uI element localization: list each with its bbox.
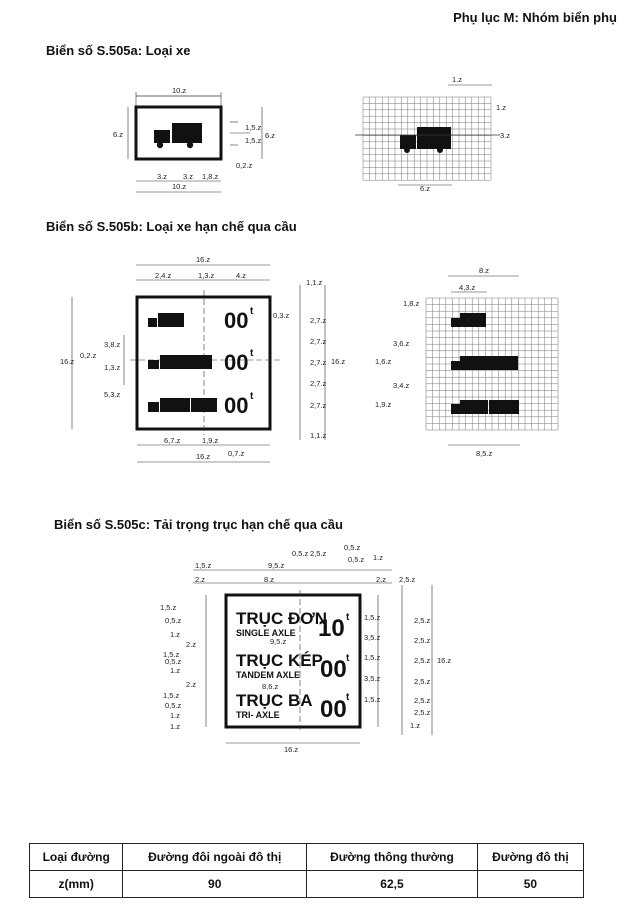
dim-c-t6: 0,5.z: [348, 555, 365, 564]
dim-a-g-top: 1.z: [452, 75, 463, 84]
dim-b-top: 16.z: [196, 255, 211, 264]
dim-c-l7: 1.z: [170, 666, 181, 675]
dim-c-l2: 0,5.z: [165, 616, 182, 625]
dim-a-r1: 1,5.z: [245, 123, 262, 132]
dim-c-rr5: 2,5.z: [414, 696, 431, 705]
dim-c-l11: 1.z: [170, 711, 181, 720]
c-row2-value: 00: [320, 656, 347, 683]
table-header: Loại đường: [30, 844, 123, 871]
dim-b-bottom: 16.z: [196, 452, 211, 461]
dim-c-t3: 0,5.z: [292, 549, 309, 558]
dim-c-t5: 0,5.z: [344, 543, 361, 552]
dim-c-t9: 8.z: [264, 575, 275, 584]
dim-c-r3: 1,5.z: [364, 653, 381, 662]
table-header-row: [30, 844, 584, 871]
dim-b-g-l3: 1,6.z: [375, 357, 392, 366]
dim-b-b3: 0,7.z: [228, 449, 245, 458]
dim-c-r2: 3,5.z: [364, 633, 381, 642]
dim-c-rr4: 2,5.z: [414, 677, 431, 686]
diagram-505c: [0, 540, 633, 760]
table-header: Đường thông thường: [307, 844, 478, 871]
dim-c-l10: 0,5.z: [165, 701, 182, 710]
c-row2-unit: t: [346, 653, 350, 664]
table-row: [30, 871, 584, 898]
dim-a-g-bottom: 6.z: [420, 184, 431, 193]
z-table: [29, 843, 584, 898]
dim-b-r-total: 16.z: [331, 357, 346, 366]
dim-b-l1: 3,8.z: [104, 340, 121, 349]
dim-c-t2: 9,5.z: [268, 561, 285, 570]
dim-c-l5: 1,5.z: [163, 650, 180, 659]
dim-b-r3: 2,7.z: [310, 337, 327, 346]
sign-unit-2: t: [250, 348, 254, 359]
dim-c-t7: 1.z: [373, 553, 384, 562]
dim-a-g-r1: 1.z: [496, 103, 507, 112]
dim-c-l6: 0,5.z: [165, 657, 182, 666]
dim-c-r4: 3,5.z: [364, 674, 381, 683]
dim-a-left: 6.z: [113, 130, 124, 139]
dim-a-b2: 3.z: [183, 172, 194, 181]
table-header: Đường đôi ngoài đô thị: [123, 844, 307, 871]
dim-b-r2: 2,7.z: [310, 316, 327, 325]
dim-b-b2: 1,9.z: [202, 436, 219, 445]
dim-c-in1: 9,5.z: [270, 637, 287, 646]
grid-truck-small: [460, 313, 486, 327]
dim-c-r1: 1,5.z: [364, 613, 381, 622]
dim-c-rr2: 2,5.z: [414, 636, 431, 645]
dim-a-b3: 1,8.z: [202, 172, 219, 181]
dim-b-g-t2: 4,3.z: [459, 283, 476, 292]
dim-b-g-l5: 1,9.z: [375, 400, 392, 409]
c-row3-value: 00: [320, 696, 347, 723]
dim-b-t3: 4.z: [236, 271, 247, 280]
dim-c-l1: 1,5.z: [160, 603, 177, 612]
c-row3-title: TRỤC BA: [236, 691, 313, 710]
dim-b-l-total: 16.z: [60, 357, 75, 366]
dim-c-in2: 8,6.z: [262, 682, 279, 691]
dim-c-rr3: 2,5.z: [414, 656, 431, 665]
dim-c-l9: 1,5.z: [163, 691, 180, 700]
table-cell: 62,5: [307, 871, 478, 898]
dim-a-r2: 1,5.z: [245, 136, 262, 145]
c-row1-sub: SINGLE AXLE: [236, 628, 296, 638]
dim-b-g-l2: 3,6.z: [393, 339, 410, 348]
section-title-505b: Biển số S.505b: Loại xe hạn chế qua cầu: [46, 219, 297, 234]
grid-truck-medium: [460, 356, 518, 370]
c-row3-unit: t: [346, 692, 350, 703]
table-header: Đường đô thị: [477, 844, 583, 871]
dim-c-l12: 1.z: [170, 722, 181, 731]
dim-c-l8: 2.z: [186, 680, 197, 689]
dim-a-g-r2: 3.z: [500, 131, 511, 140]
dim-c-r-total: 16.z: [437, 656, 452, 665]
c-row2-sub: TANDEM AXLE: [236, 670, 300, 680]
dim-c-t8: 2.z: [195, 575, 206, 584]
dim-b-g-top: 8.z: [479, 266, 490, 275]
dim-c-l4: 2.z: [186, 640, 197, 649]
dim-a-bottom: 10.z: [172, 182, 187, 191]
sign-value-3: 00: [224, 393, 249, 418]
sign-value-1: 00: [224, 308, 249, 333]
dim-b-t1: 2,4.z: [155, 271, 172, 280]
dim-b-g-l1: 1,8.z: [403, 299, 420, 308]
sign-unit-1: t: [250, 306, 254, 317]
dim-b-b1: 6,7.z: [164, 436, 181, 445]
dim-c-l3: 1.z: [170, 630, 181, 639]
dim-b-g-bottom: 8,5.z: [476, 449, 493, 458]
dim-a-b1: 3.z: [157, 172, 168, 181]
dim-c-r5: 1,5.z: [364, 695, 381, 704]
sign-value-2: 00: [224, 350, 249, 375]
dim-b-g-l4: 3,4.z: [393, 381, 410, 390]
dim-b-r5: 2,7.z: [310, 379, 327, 388]
section-title-505c: Biển số S.505c: Tải trọng trục hạn chế qua cầu: [54, 517, 343, 532]
dim-a-r3: 6.z: [265, 131, 276, 140]
dim-c-t4: 2,5.z: [310, 549, 327, 558]
dim-c-rr6: 2,5.z: [414, 708, 431, 717]
dim-b-l2: 0,2.z: [80, 351, 97, 360]
table-cell: 90: [123, 871, 307, 898]
dim-c-t11: 2,5.z: [399, 575, 416, 584]
dim-b-l3: 1,3.z: [104, 363, 121, 372]
dim-b-l4: 5,3.z: [104, 390, 121, 399]
c-row1-unit: t: [346, 612, 350, 623]
c-row2-title: TRỤC KÉP: [236, 651, 323, 670]
table-cell: z(mm): [30, 871, 123, 898]
dim-c-t1: 1,5.z: [195, 561, 212, 570]
c-row1-title: TRỤC ĐƠN: [236, 609, 327, 628]
diagram-505b: [0, 250, 633, 470]
dim-c-rr1: 2,5.z: [414, 616, 431, 625]
dim-c-bottom: 16.z: [284, 745, 299, 754]
dim-a-top: 10.z: [172, 86, 187, 95]
section-title-505a: Biển số S.505a: Loại xe: [46, 43, 191, 58]
dim-a-r4: 0,2.z: [236, 161, 253, 170]
page-header: Phụ lục M: Nhóm biển phụ: [453, 10, 617, 25]
dim-c-t10: 2.z: [376, 575, 387, 584]
table-cell: 50: [477, 871, 583, 898]
dim-b-r4: 2,7.z: [310, 358, 327, 367]
dim-b-t2: 1,3.z: [198, 271, 215, 280]
c-row1-value: 10: [318, 615, 345, 642]
dim-c-rr7: 1.z: [410, 721, 421, 730]
dim-b-r6: 2,7.z: [310, 401, 327, 410]
c-row3-sub: TRI- AXLE: [236, 710, 280, 720]
dim-b-r1: 1,1.z: [306, 278, 323, 287]
sign-unit-3: t: [250, 391, 254, 402]
dim-b-in1: 0,3.z: [273, 311, 290, 320]
diagram-505a: [0, 60, 633, 210]
grid-truck-large: [460, 400, 488, 414]
dim-b-r7: 1,1.z: [310, 431, 327, 440]
